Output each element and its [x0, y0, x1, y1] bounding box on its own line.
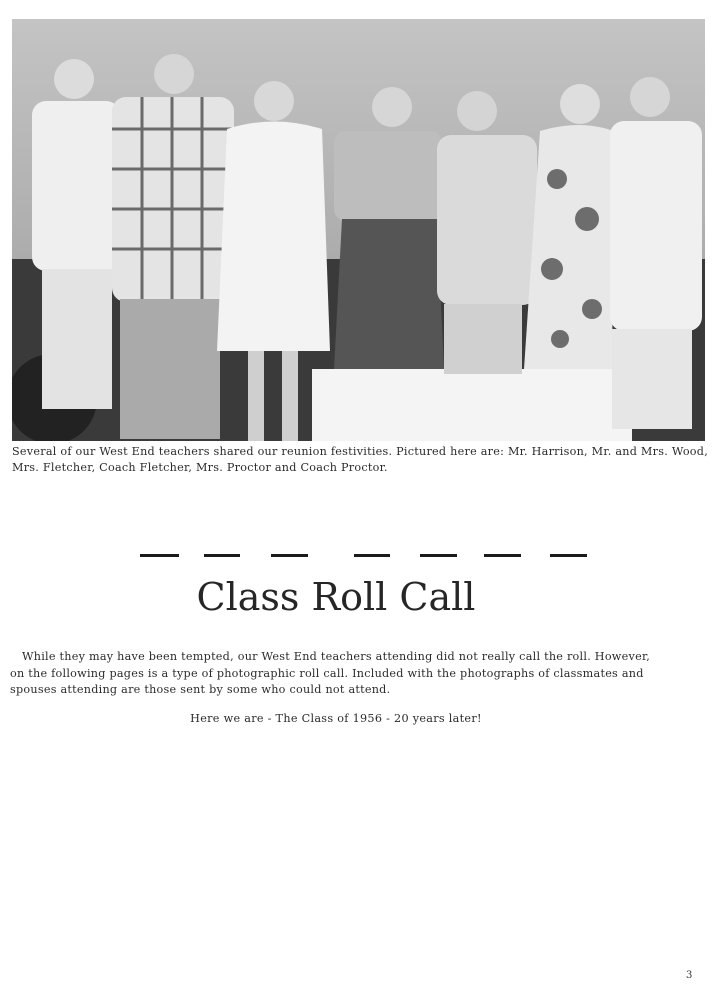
intro-paragraph [10, 649, 675, 699]
photo-caption [12, 444, 712, 476]
caption-line: Mrs. Fletcher, Coach Fletcher, Mrs. Proctor and Coach Proctor. [12, 461, 388, 474]
paragraph-line: spouses attending are those sent by some who could not attend. [10, 683, 391, 696]
person-figure [610, 77, 702, 429]
dash [140, 554, 179, 557]
page-number: 3 [686, 970, 693, 981]
dash [420, 554, 457, 557]
dash [204, 554, 240, 557]
dash [271, 554, 308, 557]
dash [354, 554, 390, 557]
dash [484, 554, 521, 557]
person-figure [112, 54, 234, 439]
tagline: Here we are - The Class of 1956 - 20 years later! [190, 712, 482, 725]
person-figure [32, 59, 120, 409]
caption-line: Several of our West End teachers shared our reunion festivities. Pictured here are: Mr. Harrison, Mr. and Mrs. Wood, [12, 445, 709, 458]
page-title: Class Roll Call [196, 575, 476, 619]
dash-divider [140, 552, 590, 560]
dash [550, 554, 587, 557]
paragraph-line: on the following pages is a type of photographic roll call. Included with the photographs of classmates and [10, 666, 644, 680]
paragraph-line: While they may have been tempted, our West End teachers attending did not really call the roll. However, [22, 650, 651, 663]
group-photo [12, 19, 705, 441]
